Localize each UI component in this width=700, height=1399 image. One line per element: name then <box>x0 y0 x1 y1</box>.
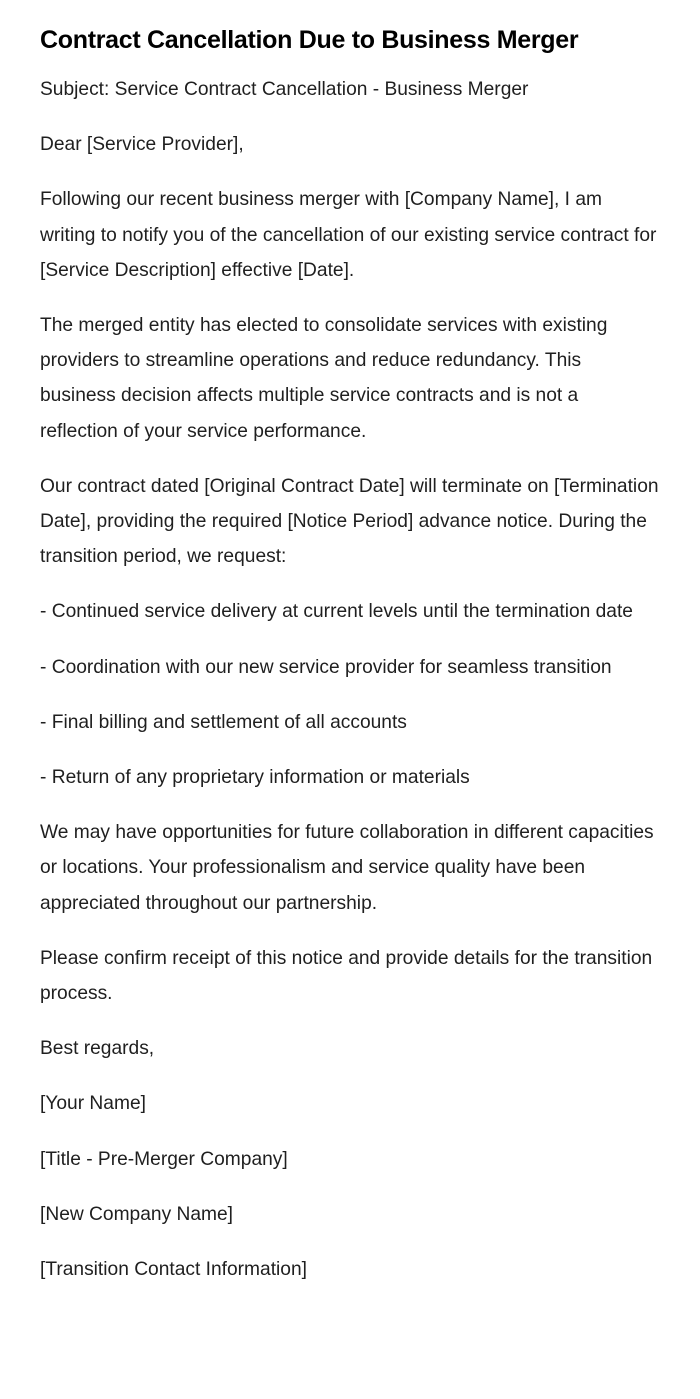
greeting: Dear [Service Provider], <box>40 134 244 156</box>
signature-name: [Your Name] <box>40 1093 146 1115</box>
body-paragraph-3: Our contract dated [Original Contract Date] will terminate on [Termination Date], providing the required [Notice Period] advance notice. During the transition period, we request: <box>40 475 659 568</box>
body-paragraph-2: The merged entity has elected to consolidate services with existing providers to streamline operations and reduce redundancy. This business decision affects multiple service contracts and is not a reflection of your service performance. <box>40 315 608 442</box>
signature-company: [New Company Name] <box>40 1203 234 1225</box>
body-paragraph-4: We may have opportunities for future collaboration in different capacities or locations. Your professionalism and service quality have been appreciated throughout our partnership. <box>40 822 654 914</box>
signature-contact: [Transition Contact Information] <box>40 1259 307 1281</box>
body-paragraph-5: Please confirm receipt of this notice and provide details for the transition process. <box>40 947 653 1005</box>
request-item: - Return of any proprietary information or materials <box>40 767 470 789</box>
signature-title: [Title - Pre-Merger Company] <box>40 1148 288 1170</box>
request-item: - Final billing and settlement of all accounts <box>40 711 407 733</box>
request-item: - Coordination with our new service provider for seamless transition <box>40 656 612 678</box>
closing: Best regards, <box>40 1038 155 1060</box>
request-item: - Continued service delivery at current levels until the termination date <box>40 601 633 623</box>
body-paragraph-1: Following our recent business merger with [Company Name], I am writing to notify you of the cancellation of our existing service contract for [Service Description] effective [Date]. <box>40 189 657 281</box>
subject-line: Subject: Service Contract Cancellation - Business Merger <box>40 79 529 100</box>
document-title: Contract Cancellation Due to Business Merger <box>40 26 579 54</box>
